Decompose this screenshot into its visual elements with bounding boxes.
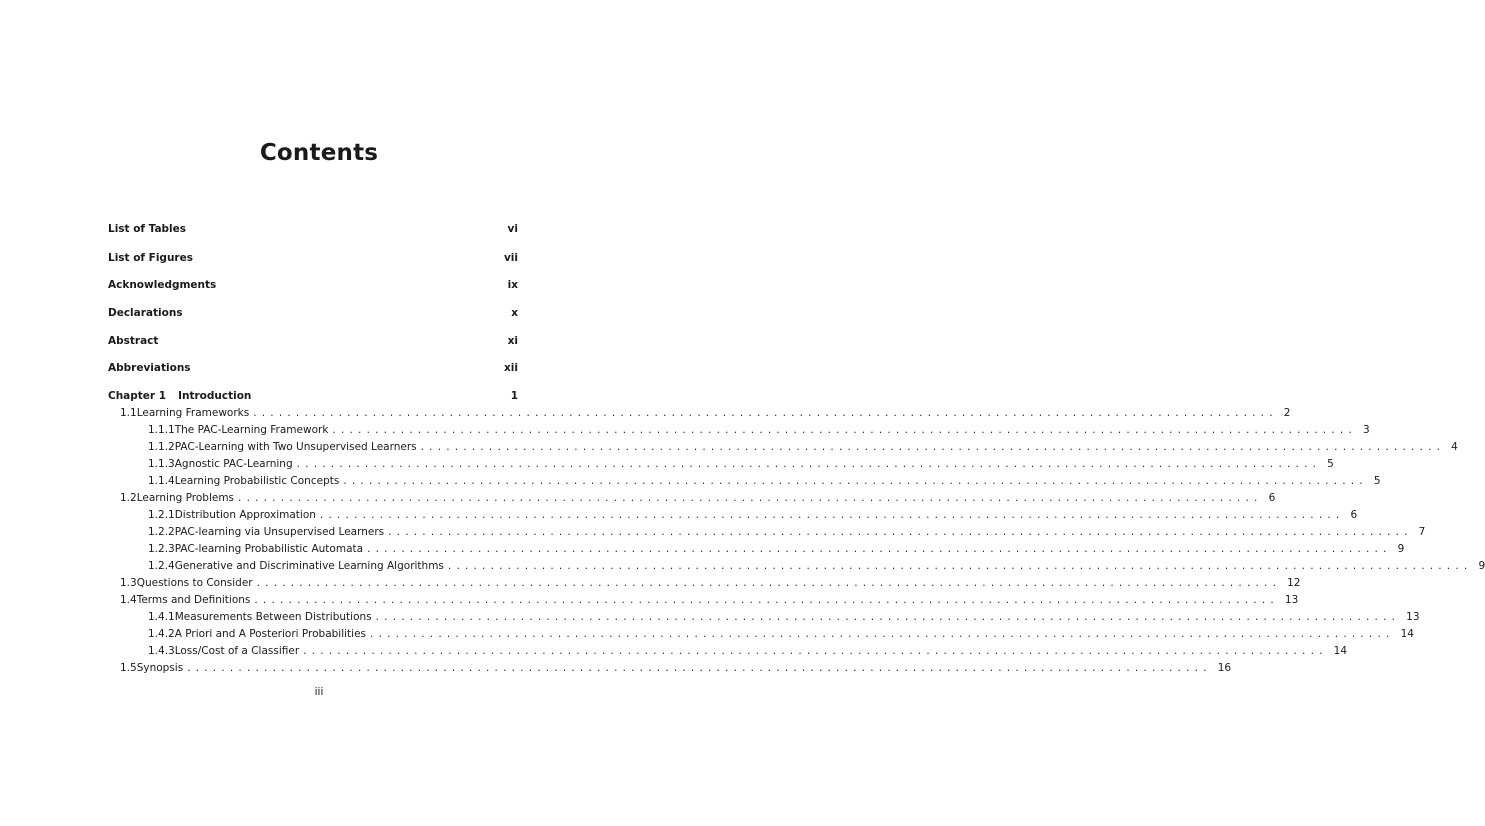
toc-page-number: xii — [504, 362, 518, 374]
dot-leader: ........................................................................................................................ — [319, 509, 1345, 521]
toc-label: Abstract — [108, 335, 159, 347]
toc-entry-subsection[interactable] — [108, 507, 1358, 523]
toc-page-number: 6 — [1350, 509, 1358, 521]
toc-page-number: 7 — [1418, 526, 1426, 538]
toc-entry-section[interactable] — [108, 575, 1301, 591]
dot-leader: ........................................................................................................................ — [332, 424, 1357, 436]
toc-number: 1.1 — [120, 407, 137, 419]
dot-leader: ........................................................................................................................ — [447, 560, 1473, 572]
toc-entry-declarations[interactable] — [108, 305, 518, 321]
toc-page-number: 9 — [1478, 560, 1485, 572]
dot-leader: ........................................................................................................................ — [375, 611, 1401, 623]
toc-entry-section[interactable] — [108, 592, 1299, 608]
toc-label: Generative and Discriminative Learning Algorithms — [174, 560, 444, 572]
dot-leader: ........................................................................................................................ — [187, 662, 1212, 674]
toc-number: Chapter 1 — [108, 390, 167, 402]
toc-entry-subsection[interactable] — [108, 643, 1348, 659]
toc-page-number: vii — [503, 252, 518, 264]
toc-page-number: 1 — [510, 390, 518, 402]
toc-entry-section[interactable] — [108, 405, 1291, 421]
toc-label: Introduction — [178, 390, 252, 402]
toc-label: Loss/Cost of a Classifier — [174, 645, 300, 657]
toc-label: Questions to Consider — [136, 577, 253, 589]
toc-page-number: 3 — [1362, 424, 1370, 436]
dot-leader: ........................................................................................................................ — [367, 543, 1392, 555]
toc-entry-acknowledgments[interactable] — [108, 277, 518, 293]
toc-label: PAC-learning Probabilistic Automata — [174, 543, 364, 555]
toc-number: 1.2.4 — [148, 560, 175, 572]
toc-page-number: x — [511, 307, 518, 319]
toc-label: Terms and Definitions — [136, 594, 251, 606]
toc-page-number: 5 — [1373, 475, 1381, 487]
dot-leader: ........................................................................................................................ — [254, 594, 1279, 606]
dot-leader: ........................................................................................................................ — [303, 645, 1328, 657]
toc-page-number: 4 — [1451, 441, 1458, 453]
toc-number: 1.2.1 — [148, 509, 175, 521]
toc-number: 1.2.3 — [148, 543, 175, 555]
toc-number: 1.3 — [120, 577, 137, 589]
toc-page-number: 14 — [1400, 628, 1414, 640]
toc-entry-section[interactable] — [108, 490, 1276, 506]
toc-page-number: ix — [507, 279, 518, 291]
toc-entry-subsection[interactable] — [108, 456, 1334, 472]
toc-label: Measurements Between Distributions — [174, 611, 372, 623]
toc-page-number: 5 — [1327, 458, 1334, 470]
dot-leader: ........................................................................................................................ — [420, 441, 1446, 453]
toc-label: List of Figures — [108, 252, 193, 264]
toc-label: A Priori and A Posteriori Probabilities — [174, 628, 367, 640]
toc-number: 1.5 — [120, 662, 137, 674]
toc-label: PAC-learning via Unsupervised Learners — [174, 526, 385, 538]
page-number-footer: iii — [314, 686, 324, 698]
toc-number: 1.2 — [120, 492, 137, 504]
toc-label: Abbreviations — [108, 362, 191, 374]
toc-entry-subsection[interactable] — [108, 524, 1426, 540]
dot-leader: ........................................................................................................................ — [253, 407, 1278, 419]
toc-number: 1.2.2 — [148, 526, 175, 538]
toc-label: Agnostic PAC-Learning — [174, 458, 293, 470]
toc-number: 1.4.2 — [148, 628, 175, 640]
toc-page-number: 13 — [1406, 611, 1420, 623]
toc-entry-section[interactable] — [108, 660, 1232, 676]
toc-number: 1.1.3 — [148, 458, 175, 470]
dot-leader: ........................................................................................................................ — [296, 458, 1322, 470]
toc-entry-abbreviations[interactable] — [108, 360, 518, 376]
toc-number: 1.4.1 — [148, 611, 175, 623]
toc-entry-list-of-figures[interactable] — [108, 250, 518, 266]
toc-label: Learning Problems — [136, 492, 235, 504]
toc-number: 1.4 — [120, 594, 137, 606]
toc-label: PAC-Learning with Two Unsupervised Learners — [174, 441, 417, 453]
toc-label: Learning Frameworks — [136, 407, 250, 419]
toc-label: Declarations — [108, 307, 183, 319]
toc-page-number: 2 — [1283, 407, 1291, 419]
toc-page-number: 9 — [1397, 543, 1405, 555]
toc-number: 1.1.4 — [148, 475, 175, 487]
toc-page-number: 12 — [1287, 577, 1301, 589]
toc-label: List of Tables — [108, 223, 187, 235]
toc-label: The PAC-Learning Framework — [174, 424, 329, 436]
toc-number: 1.4.3 — [148, 645, 175, 657]
toc-entry-abstract[interactable] — [108, 333, 518, 349]
toc-entry-subsection[interactable] — [108, 439, 1458, 455]
page-title: Contents — [259, 140, 379, 166]
toc-page-number: xi — [507, 335, 518, 347]
toc-page-number: 16 — [1217, 662, 1232, 674]
dot-leader: ........................................................................................................................ — [238, 492, 1263, 504]
toc-page-number: 6 — [1268, 492, 1276, 504]
dot-leader: ........................................................................................................................ — [343, 475, 1368, 487]
toc-entry-subsection[interactable] — [108, 473, 1381, 489]
toc-page-number: 13 — [1284, 594, 1299, 606]
toc-entry-subsection[interactable] — [108, 541, 1405, 557]
toc-number: 1.1.1 — [148, 424, 175, 436]
toc-entry-subsection[interactable] — [108, 558, 1485, 574]
toc-label: Learning Probabilistic Concepts — [174, 475, 340, 487]
dot-leader: ........................................................................................................................ — [388, 526, 1413, 538]
dot-leader: ........................................................................................................................ — [256, 577, 1282, 589]
toc-entry-subsection[interactable] — [108, 626, 1414, 642]
toc-page-number: 14 — [1333, 645, 1348, 657]
toc-entry-chapter-1[interactable] — [108, 388, 518, 404]
toc-entry-subsection[interactable] — [108, 609, 1420, 625]
toc-entry-list-of-tables[interactable] — [108, 221, 518, 237]
toc-label: Distribution Approximation — [174, 509, 316, 521]
dot-leader: ........................................................................................................................ — [370, 628, 1395, 640]
toc-page-number: vi — [507, 223, 518, 235]
toc-label: Acknowledgments — [108, 279, 217, 291]
toc-entry-subsection[interactable] — [108, 422, 1370, 438]
toc-number: 1.1.2 — [148, 441, 175, 453]
toc-label: Synopsis — [136, 662, 184, 674]
